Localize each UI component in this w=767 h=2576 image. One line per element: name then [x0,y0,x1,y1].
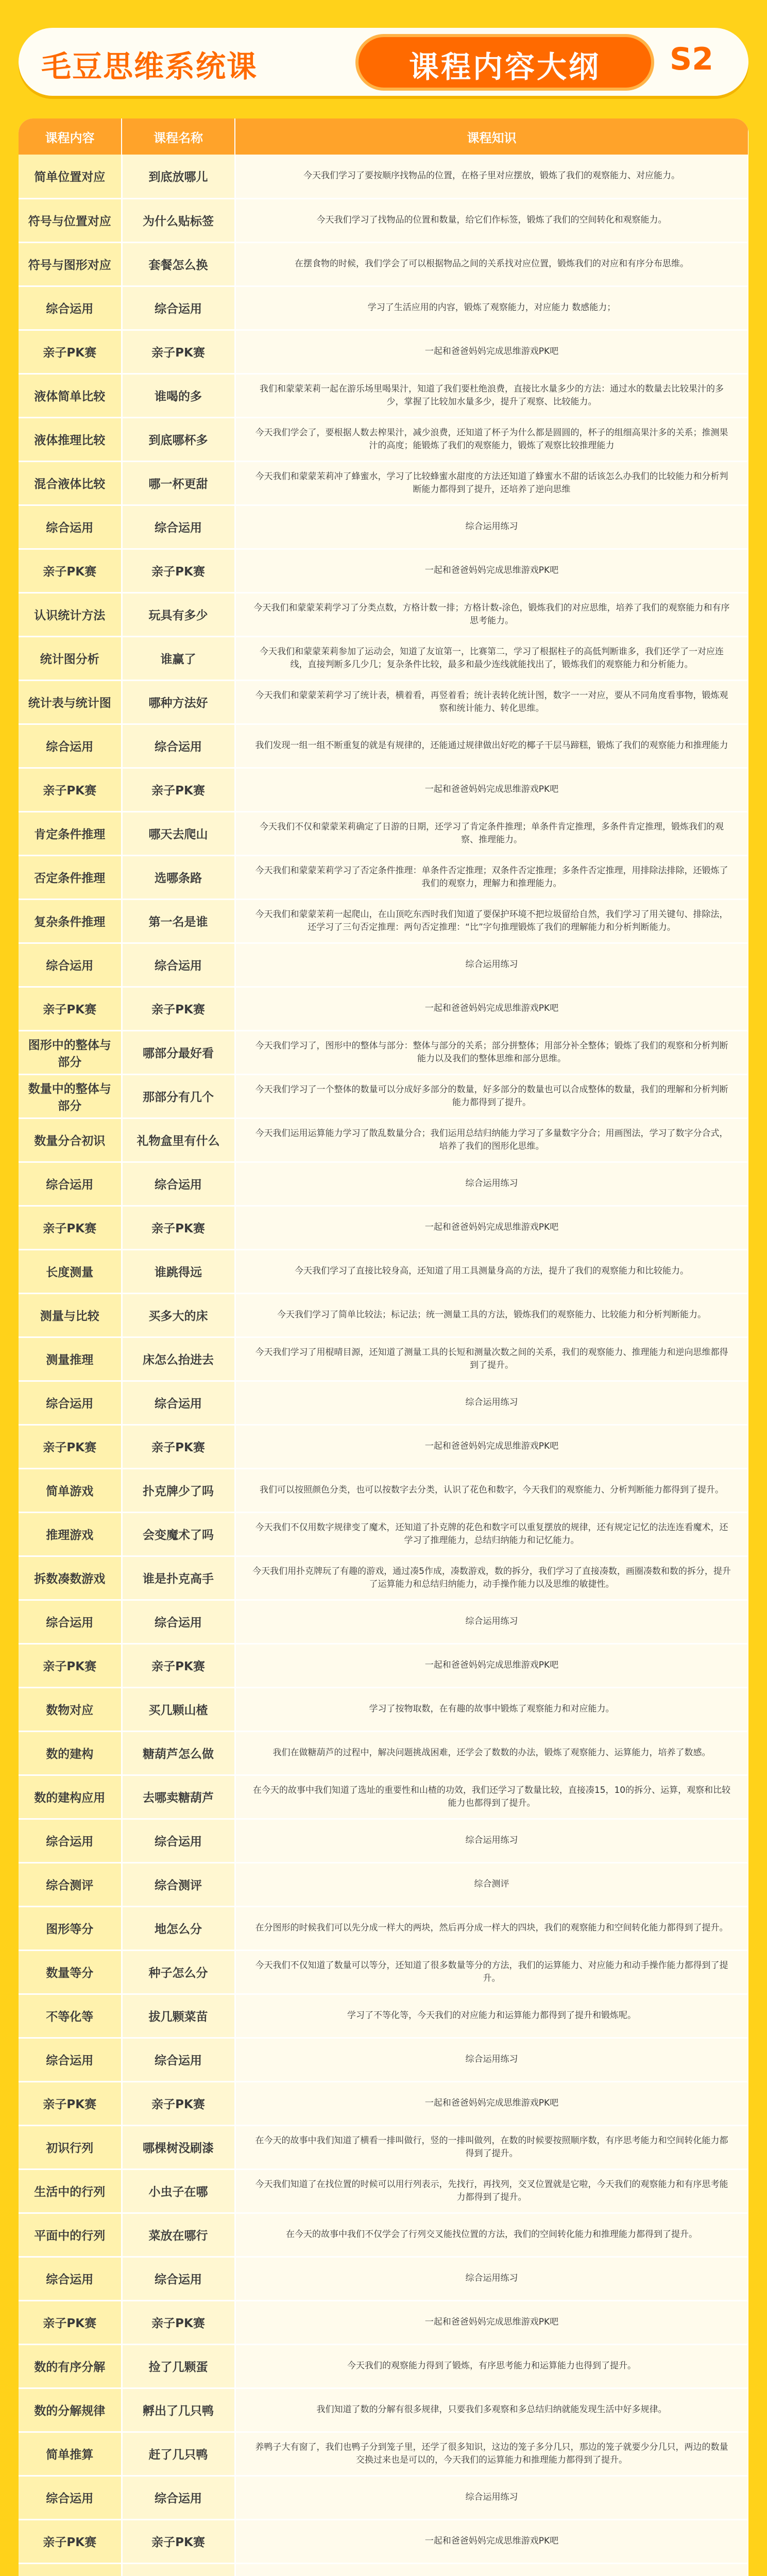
table-row [19,1249,748,1293]
course-knowledge: 今天我们和蒙蒙茉莉学习了否定条件推理：单条件否定推理；双条件否定推理；多条件否定推理，用排除法排除，还锻炼了我们的观察力，理解力和推理能力。 [235,855,748,899]
course-name: 哪棵树没刷漆 [122,2125,235,2169]
course-knowledge: 今天我们和蒙蒙茉莉一起爬山，在山顶吃东西时我们知道了要保护环境不把垃圾留给自然，我们学习了用关键句、排除法，还学习了三句否定推理：两句否定推理：“比”字句推理锻炼了我们的理解能力和分析判断能力。 [235,899,748,943]
table-row [19,2432,748,2476]
course-knowledge: 今天我们学习了直接比较身高，还知道了用工具测量身高的方法，提升了我们的观察能力和比较能力。 [235,1249,748,1293]
header-category: 课程内容 [19,118,122,155]
course-category: 综合运用 [19,1162,122,1206]
course-category: 综合运用 [19,1819,122,1862]
course-category: 综合运用 [19,2038,122,2081]
course-name: 综合运用 [122,1600,235,1643]
course-knowledge: 一起和爸爸妈妈完成思维游戏PK吧 [235,987,748,1030]
table-row [19,1468,748,1512]
table-row [19,943,748,987]
table-row [19,1512,748,1556]
table-row [19,2213,748,2257]
course-knowledge: 今天我们学习了找物品的位置和数量，给它们作标签，锻炼了我们的空间转化和观察能力。 [235,198,748,242]
course-category: 亲子PK赛 [19,768,122,811]
course-name: 扑克牌少了吗 [122,1468,235,1512]
course-knowledge: 今天我们运用运算能力学习了散乱数量分合；我们运用总结归纳能力学习了多量数字分合；用画图法，学习了数字分合式，培养了我们的图形化思维。 [235,1118,748,1162]
course-category: 数的建构 [19,1731,122,1775]
course-category: 平面中的行列 [19,2213,122,2257]
course-category: 简单位置对应 [19,155,122,198]
course-category: 综合运用 [19,1381,122,1425]
table-row [19,198,748,242]
table-row [19,461,748,505]
course-name: 菜放在哪行 [122,2213,235,2257]
course-knowledge: 今天我们知道了在找位置的时候可以用行列表示，先找行，再找列，交叉位置就是它啦，今天我们的观察能力和有序思考能力都得到了提升。 [235,2169,748,2213]
course-name: 综合运用 [122,943,235,987]
table-row [19,1206,748,1249]
course-category: 复杂条件推理 [19,899,122,943]
course-category: 测量推理 [19,1337,122,1381]
course-category: 亲子PK赛 [19,2300,122,2344]
course-category: 否定条件推理 [19,855,122,899]
course-category: 亲子PK赛 [19,2519,122,2563]
course-category: 测量与比较 [19,1293,122,1337]
table-row [19,1775,748,1819]
course-knowledge: 一起和爸爸妈妈完成思维游戏PK吧 [235,2519,748,2563]
course-knowledge: 我们在做糖葫芦的过程中，解决问题挑战困难，还学会了数数的办法，锻炼了观察能力、运算能力，培养了数感。 [235,1731,748,1775]
table-row [19,330,748,374]
table-row [19,2081,748,2125]
course-knowledge: 综合运用练习 [235,2476,748,2519]
course-name: 综合运用 [122,1381,235,1425]
course-name: 谁是扑克高手 [122,1556,235,1600]
course-knowledge: 今天我们学习了一个整体的数量可以分成好多部分的数量，好多部分的数量也可以合成整体的数量，我们的理解和分析判断能力都得到了提升。 [235,1074,748,1118]
course-category: 亲子PK赛 [19,2081,122,2125]
table-row [19,811,748,855]
course-category: 亲子PK赛 [19,1206,122,1249]
course-name: 买几颗山楂 [122,1687,235,1731]
course-name: 到底放哪儿 [122,155,235,198]
course-category: 数物对应 [19,1687,122,1731]
course-name: 第一名是谁 [122,899,235,943]
course-knowledge: 综合运用练习 [235,1819,748,1862]
course-knowledge: 一起和爸爸妈妈完成思维游戏PK吧 [235,2081,748,2125]
course-name: 礼物盒里有什么 [122,1118,235,1162]
course-knowledge: 一起和爸爸妈妈完成思维游戏PK吧 [235,768,748,811]
course-category: 拆数凑数游戏 [19,1556,122,1600]
table-row [19,592,748,636]
course-name: 综合运用 [122,1162,235,1206]
course-category: 简单推算 [19,2432,122,2476]
brand-title: 毛豆思维系统课 [41,49,258,84]
course-knowledge: 今天我们用扑克牌玩了有趣的游戏，通过凑5作成，凑数游戏，数的拆分，我们学习了直接凑数，画圈凑数和数的拆分，提升了运算能力和总结归纳能力，动手操作能力以及思维的敏捷性。 [235,1556,748,1600]
course-category: 综合运用 [19,2257,122,2300]
course-category: 综合运用 [19,505,122,549]
course-knowledge: 学习了按物取数，在有趣的故事中锻炼了观察能力和对应能力。 [235,1687,748,1731]
course-knowledge: 一起和爸爸妈妈完成思维游戏PK吧 [235,1425,748,1468]
table-row [19,2257,748,2300]
course-knowledge: 一起和爸爸妈妈完成思维游戏PK吧 [235,549,748,592]
course-name: 玩具有多少 [122,592,235,636]
course-name: 捡了几颗蛋 [122,2344,235,2388]
course-knowledge: 综合运用练习 [235,2257,748,2300]
table-row [19,2300,748,2344]
table-row [19,1906,748,1950]
course-category: 液体简单比较 [19,374,122,417]
course-category: 认识统计方法 [19,592,122,636]
table-row [19,1293,748,1337]
course-name: 综合运用 [122,724,235,768]
header-course-knowledge: 课程知识 [235,118,748,155]
course-name: 亲子PK赛 [122,2519,235,2563]
course-category: 数量中的整体与部分 [19,1074,122,1118]
course-name: 亲子PK赛 [122,330,235,374]
season-label: S2 [670,41,713,77]
course-knowledge: 今天我们和蒙蒙茉莉参加了运动会，知道了友谊第一，比赛第二，学习了根据柱子的高低判断谁多，我们还学了一对应连线，直接判断多几少几；复杂条件比较，最多和最少连线就能找出了，锻炼我们的观察能力和分析能力。 [235,636,748,680]
table-row [19,724,748,768]
table-row [19,1687,748,1731]
course-knowledge: 一起和爸爸妈妈完成思维游戏PK吧 [235,1206,748,1249]
table-header-row [19,118,748,155]
course-name: 为什么贴标签 [122,198,235,242]
course-knowledge: 综合运用练习 [235,1381,748,1425]
course-category: 亲子PK赛 [19,987,122,1030]
table-row [19,1162,748,1206]
table-row [19,242,748,286]
table-row [19,680,748,724]
table-row [19,2125,748,2169]
course-category: 综合运用 [19,2476,122,2519]
course-category: 不等化等 [19,1994,122,2038]
course-category: 数的建构应用 [19,1775,122,1819]
course-category: 混合液体比较 [19,461,122,505]
table-row [19,1337,748,1381]
course-name: 亲子PK赛 [122,1643,235,1687]
course-name: 种子怎么分 [122,1950,235,1994]
course-knowledge: 我们发现一组一组不断重复的就是有规律的，还能通过规律做出好吃的椰子干层马蹄糕，锻炼了我们的观察能力和推理能力 [235,724,748,768]
course-name: 亲子PK赛 [122,1425,235,1468]
course-category: 亲子PK赛 [19,1425,122,1468]
course-knowledge: 综合运用练习 [235,1600,748,1643]
course-category: 亲子PK赛 [19,1643,122,1687]
table-row [19,2344,748,2388]
table-row [19,505,748,549]
course-name: 哪部分最好看 [122,1030,235,1074]
course-knowledge: 综合运用练习 [235,1162,748,1206]
course-name: 赶了几只鸭 [122,2432,235,2476]
course-name: 亲子PK赛 [122,2081,235,2125]
course-knowledge [235,2563,748,2576]
course-knowledge: 在分图形的时候我们可以先分成一样大的两块，然后再分成一样大的四块，我们的观察能力和空间转化能力都得到了提升。 [235,1906,748,1950]
course-name: 那部分有几个 [122,1074,235,1118]
course-name: 综合运用 [122,2257,235,2300]
course-knowledge: 今天我们和蒙蒙茉莉冲了蜂蜜水，学习了比较蜂蜜水甜度的方法还知道了蜂蜜水不甜的话该怎么办我们的比较能力和分析判断能力都得到了提升，还培养了逆向思维 [235,461,748,505]
course-name: 到底哪杯多 [122,417,235,461]
course-name: 选哪条路 [122,855,235,899]
course-name: 综合运用 [122,1819,235,1862]
course-category: 数量分合初识 [19,1118,122,1162]
table-row [19,1862,748,1906]
course-knowledge: 今天我们和蒙蒙茉莉学习了统计表，横着看，再竖着看；统计表转化统计图，数字一一对应，要从不同角度看事物，锻炼观察和统计能力、转化思维。 [235,680,748,724]
course-category: 简单游戏 [19,1468,122,1512]
header-course-name: 课程名称 [122,118,235,155]
course-knowledge: 一起和爸爸妈妈完成思维游戏PK吧 [235,2300,748,2344]
course-knowledge: 在今天的故事中我们不仅学会了行列交叉能找位置的方法，我们的空间转化能力和推理能力都得到了提升。 [235,2213,748,2257]
course-knowledge: 学习了不等化等，今天我们的对应能力和运算能力都得到了提升和锻炼呢。 [235,1994,748,2038]
course-category: 综合运用 [19,943,122,987]
course-category: 综合运用 [19,724,122,768]
course-name: 亲子PK赛 [122,549,235,592]
course-category: 统计表与统计图 [19,680,122,724]
table-row [19,768,748,811]
course-knowledge: 今天我们和蒙蒙茉莉学习了分类点数，方格计数一排；方格计数-涂色，锻炼我们的对应思维，培养了我们的观察能力和有序思考能力。 [235,592,748,636]
table-row [19,2519,748,2563]
course-name: 综合运用 [122,505,235,549]
course-name: 亲子PK赛 [122,1206,235,1249]
course-name: 哪天去爬山 [122,811,235,855]
course-knowledge: 养鸭子大有窗了，我们也鸭子分到笼子里，还学了很多知识，这边的笼子多分几只，那边的笼子就要少分几只，两边的数量交换过来也是可以的，今天我们的运算能力和推理能力都得到了提升。 [235,2432,748,2476]
course-category: 亲子PK赛 [19,330,122,374]
course-category: 综合运用 [19,1600,122,1643]
course-knowledge: 在今天的故事中我们知道了选址的重要性和山楂的功效，我们还学习了数量比较，直接凑15，10的拆分、运算，观察和比较能力也都得到了提升。 [235,1775,748,1819]
course-category [19,2563,122,2576]
course-category: 数量等分 [19,1950,122,1994]
table-row [19,1643,748,1687]
table-row [19,1425,748,1468]
table-row [19,1731,748,1775]
table-row [19,2169,748,2213]
course-knowledge: 学习了生活应用的内容，锻炼了观察能力，对应能力 数感能力； [235,286,748,330]
table-row [19,374,748,417]
table-row [19,2388,748,2432]
course-name: 套餐怎么换 [122,242,235,286]
table-row [19,2038,748,2081]
course-category: 图形等分 [19,1906,122,1950]
table-row [19,2476,748,2519]
course-category: 长度测量 [19,1249,122,1293]
course-knowledge: 今天我们学习了简单比较法；标记法；统一测量工具的方法，锻炼我们的观察能力、比较能力和分析判断能力。 [235,1293,748,1337]
course-knowledge: 综合运用练习 [235,943,748,987]
course-knowledge: 今天我们学习了用棍晴目源，还知道了测量工具的长短和测量次数之间的关系，我们的观察能力、推理能力和逆向思维都得到了提升。 [235,1337,748,1381]
course-knowledge: 今天我们的观察能力得到了锻炼，有序思考能力和运算能力也得到了提升。 [235,2344,748,2388]
course-knowledge: 今天我们学习了要按顺序找物品的位置，在格子里对应摆放，锻炼了我们的观察能力、对应能力。 [235,155,748,198]
course-knowledge: 在今天的故事中我们知道了横看一排叫做行，竖的一排叫做列，在数的时候要按照顺序数，有序思考能力和空间转化能力都得到了提升。 [235,2125,748,2169]
course-knowledge: 一起和爸爸妈妈完成思维游戏PK吧 [235,1643,748,1687]
table-row [19,1118,748,1162]
course-name: 综合运用 [122,2476,235,2519]
course-knowledge: 今天我们学会了，要根据人数去榨果汁，减少浪费，还知道了杯子为什么都是圆圆的，杯子的组细高果汁多的关系；推测果汁的高度；能锻炼了我们的观察能力，锻炼了观察比较推理能力 [235,417,748,461]
course-name: 哪一杯更甜 [122,461,235,505]
course-category: 初识行列 [19,2125,122,2169]
course-name: 床怎么抬进去 [122,1337,235,1381]
table-row [19,1819,748,1862]
course-category: 推理游戏 [19,1512,122,1556]
course-name: 小虫子在哪 [122,2169,235,2213]
course-category: 数的分解规律 [19,2388,122,2432]
table-row [19,1994,748,2038]
course-knowledge: 综合运用练习 [235,505,748,549]
course-category: 综合测评 [19,1862,122,1906]
table-row [19,855,748,899]
course-knowledge: 我们可以按照颜色分类，也可以按数字去分类，认识了花色和数字，今天我们的观察能力、分析判断能力都得到了提升。 [235,1468,748,1512]
course-name: 买多大的床 [122,1293,235,1337]
course-name: 综合运用 [122,2038,235,2081]
course-name: 地怎么分 [122,1906,235,1950]
course-knowledge: 今天我们不仅用数字规律变了魔术，还知道了扑克牌的花色和数字可以重复摆放的规律，还有规定记忆的法连连看魔术，还学习了推理能力，总结归纳能力和记忆能力。 [235,1512,748,1556]
course-category: 数的有序分解 [19,2344,122,2388]
course-knowledge: 综合测评 [235,1862,748,1906]
table-row [19,1950,748,1994]
course-name: 拔几颗菜苗 [122,1994,235,2038]
table-row [19,987,748,1030]
course-name: 谁赢了 [122,636,235,680]
table-row [19,636,748,680]
course-category: 生活中的行列 [19,2169,122,2213]
course-knowledge: 在摆食物的时候，我们学会了可以根据物品之间的关系找对应位置，锻炼我们的对应和有序分布思维。 [235,242,748,286]
course-category: 符号与图形对应 [19,242,122,286]
course-knowledge: 今天我们不仅和蒙蒙茉莉确定了日游的日期，还学习了肯定条件推理；单条件肯定推理，多条件肯定推理，锻炼我们的观察、推理能力。 [235,811,748,855]
table-row [19,2563,748,2576]
course-name: 哪种方法好 [122,680,235,724]
course-name: 亲子PK赛 [122,768,235,811]
course-category: 液体推理比较 [19,417,122,461]
page-header [0,0,767,118]
course-category: 符号与位置对应 [19,198,122,242]
course-name: 会变魔术了吗 [122,1512,235,1556]
course-name: 谁喝的多 [122,374,235,417]
table-row [19,899,748,943]
course-category: 肯定条件推理 [19,811,122,855]
course-knowledge: 我们知道了数的分解有很多规律，只要我们多观察和多总结归纳就能发现生活中好多规律。 [235,2388,748,2432]
course-name: 亲子PK赛 [122,2300,235,2344]
course-name: 综合测评 [122,1862,235,1906]
course-knowledge: 我们和蒙蒙茉莉一起在游乐场里喝果汁，知道了我们要杜绝浪费，直接比水量多少的方法：通过水的数量去比较果汁的多少，掌握了比较加水量多少，提升了观察、比较能力。 [235,374,748,417]
table-row [19,155,748,198]
course-knowledge: 一起和爸爸妈妈完成思维游戏PK吧 [235,330,748,374]
table-row [19,417,748,461]
course-name: 孵出了几只鸭 [122,2388,235,2432]
course-name: 谁跳得远 [122,1249,235,1293]
table-row [19,1030,748,1074]
course-category: 统计图分析 [19,636,122,680]
course-name: 亲子PK赛 [122,987,235,1030]
course-category: 综合运用 [19,286,122,330]
table-row [19,549,748,592]
outline-title: 课程内容大纲 [408,49,601,84]
course-category: 亲子PK赛 [19,549,122,592]
table-row [19,1556,748,1600]
table-row [19,1381,748,1425]
course-name [122,2563,235,2576]
table-row [19,1600,748,1643]
table-row [19,286,748,330]
course-outline-table [19,118,748,2576]
course-name: 去哪卖糖葫芦 [122,1775,235,1819]
course-knowledge: 今天我们不仅知道了数量可以等分，还知道了很多数量等分的方法，我们的运算能力、对应能力和动手操作能力都得到了提升。 [235,1950,748,1994]
course-knowledge: 综合运用练习 [235,2038,748,2081]
course-knowledge: 今天我们学习了，图形中的整体与部分：整体与部分的关系；部分拼整体；用部分补全整体；锻炼了我们的观察和分析判断能力以及我们的整体思维和部分思维。 [235,1030,748,1074]
course-name: 糖葫芦怎么做 [122,1731,235,1775]
table-row [19,1074,748,1118]
course-category: 图形中的整体与部分 [19,1030,122,1074]
course-name: 综合运用 [122,286,235,330]
